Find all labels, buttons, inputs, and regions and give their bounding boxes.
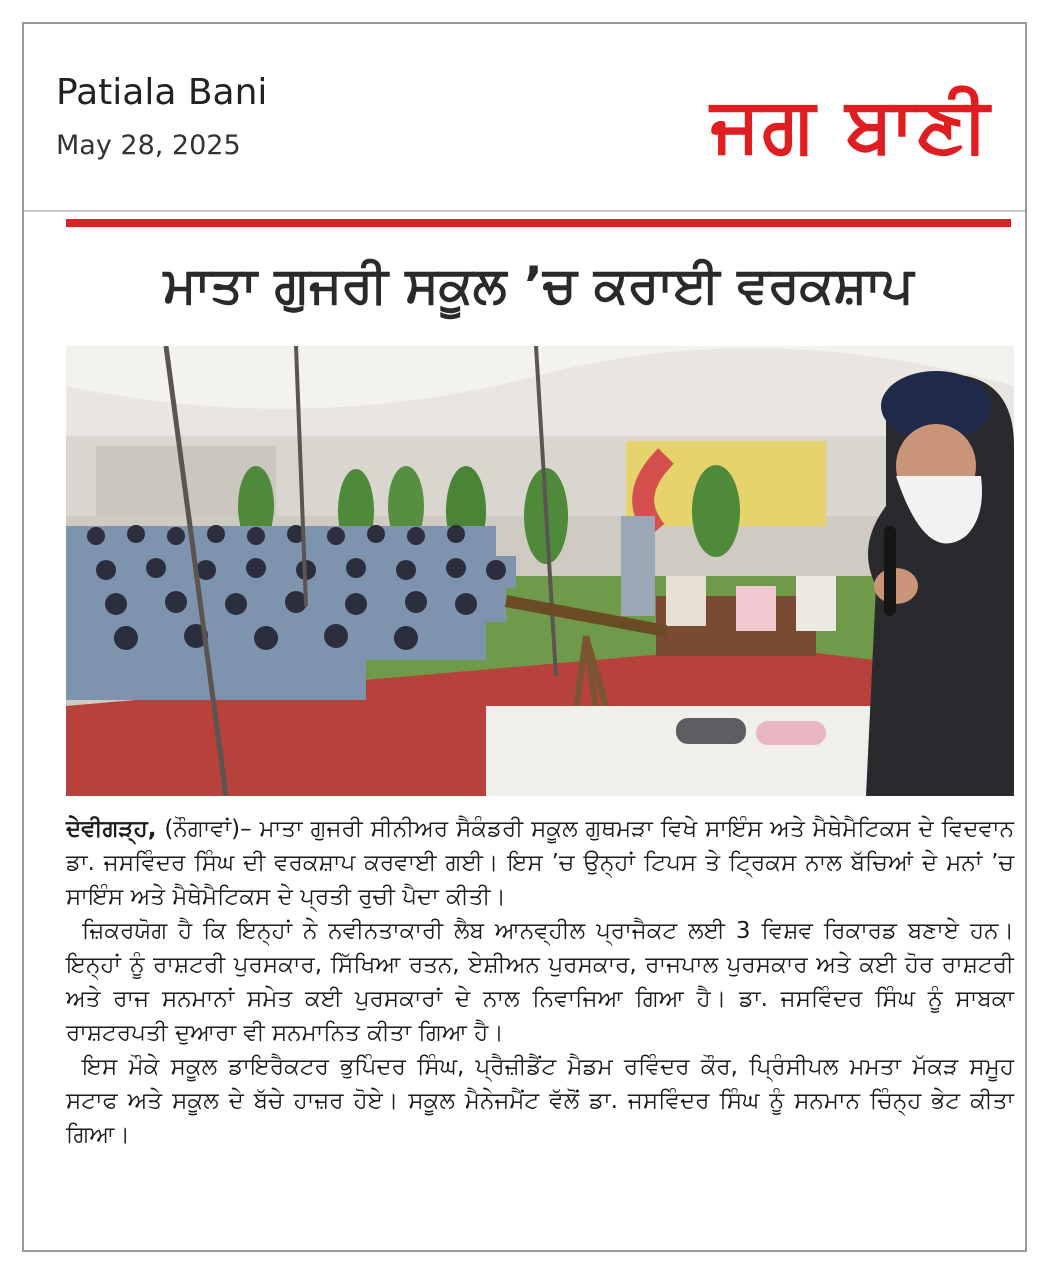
article-paragraph-1	[66, 812, 1014, 914]
paragraph-text: (ਨੌਗਾਵਾਂ)– ਮਾਤਾ ਗੁਜਰੀ ਸੀਨੀਅਰ ਸੈਕੰਡਰੀ ਸਕੂਲ ਗੁਥਮੜਾ ਵਿਖੇ ਸਾਇੰਸ ਅਤੇ ਮੈਥੇਮੈਟਿਕਸ ਦੇ ਵਿਦਵਾਨ ਡਾ. ਜਸਵਿੰਦਰ ਸਿੰਘ ਦੀ ਵਰਕਸ਼ਾਪ ਕਰਵਾਈ ਗਈ। ਇਸ ’ਚ ਉਨ੍ਹਾਂ ਟਿਪਸ ਤੇ ਟ੍ਰਿਕਸ ਨਾਲ ਬੱਚਿਆਂ ਦੇ ਮਨਾਂ ’ਚ ਸਾਇੰਸ ਅਤੇ ਮੈਥੇਮੈਟਿਕਸ ਦੇ ਪ੍ਰਤੀ ਰੁਚੀ ਪੈਦਾ ਕੀਤੀ।	[66, 816, 1014, 910]
article-body	[66, 812, 1014, 1152]
workshop-photo-illustration	[66, 346, 1014, 796]
header-divider	[24, 210, 1025, 212]
article-paragraph-2: ਜ਼ਿਕਰਯੋਗ ਹੈ ਕਿ ਇਨ੍ਹਾਂ ਨੇ ਨਵੀਨਤਾਕਾਰੀ ਲੈਬ ਆਨਵ੍ਹੀਲ ਪ੍ਰਾਜੈਕਟ ਲਈ 3 ਵਿਸ਼ਵ ਰਿਕਾਰਡ ਬਣਾਏ ਹਨ। ਇਨ੍ਹਾਂ ਨੂੰ ਰਾਸ਼ਟਰੀ ਪੁਰਸਕਾਰ, ਸਿੱਖਿਆ ਰਤਨ, ਏਸ਼ੀਅਨ ਪੁਰਸਕਾਰ, ਰਾਜਪਾਲ ਪੁਰਸਕਾਰ ਅਤੇ ਕਈ ਹੋਰ ਰਾਸ਼ਟਰੀ ਅਤੇ ਰਾਜ ਸਨਮਾਨਾਂ ਸਮੇਤ ਕਈ ਪੁਰਸਕਾਰਾਂ ਦੇ ਨਾਲ ਨਿਵਾਜਿਆ ਗਿਆ ਹੈ। ਡਾ. ਜਸਵਿੰਦਰ ਸਿੰਘ ਨੂੰ ਸਾਬਕਾ ਰਾਸ਼ਟਰਪਤੀ ਦੁਆਰਾ ਵੀ ਸਨਮਾਨਿਤ ਕੀਤਾ ਗਿਆ ਹੈ।	[66, 918, 1014, 1046]
article-headline: ਮਾਤਾ ਗੁਜਰੀ ਸਕੂਲ ’ਚ ਕਰਾਈ ਵਰਕਸ਼ਾਪ	[163, 256, 914, 314]
red-rule	[66, 219, 1011, 227]
publication-date: May 28, 2025	[56, 130, 241, 161]
newspaper-masthead-logo: ਜਗ ਬਾਣੀ	[710, 80, 991, 169]
dateline: ਦੇਵੀਗੜ੍ਹ,	[66, 816, 157, 842]
newspaper-clipping	[22, 22, 1027, 1252]
news-photo	[66, 346, 1014, 796]
article-paragraph-3: ਇਸ ਮੌਕੇ ਸਕੂਲ ਡਾਇਰੈਕਟਰ ਭੁਪਿੰਦਰ ਸਿੰਘ, ਪ੍ਰੈਜ਼ੀਡੈਂਟ ਮੈਡਮ ਰਵਿੰਦਰ ਕੌਰ, ਪ੍ਰਿੰਸੀਪਲ ਮਮਤਾ ਮੱਕੜ ਸਮੂਹ ਸਟਾਫ ਅਤੇ ਸਕੂਲ ਦੇ ਬੱਚੇ ਹਾਜ਼ਰ ਹੋਏ। ਸਕੂਲ ਮੈਨੇਜਮੈਂਟ ਵੱਲੋਂ ਡਾ. ਜਸਵਿੰਦਰ ਸਿੰਘ ਨੂੰ ਸਨਮਾਨ ਚਿੰਨ੍ਹ ਭੇਟ ਕੀਤਾ ਗਿਆ।	[66, 1054, 1014, 1148]
source-name: Patiala Bani	[56, 72, 268, 113]
